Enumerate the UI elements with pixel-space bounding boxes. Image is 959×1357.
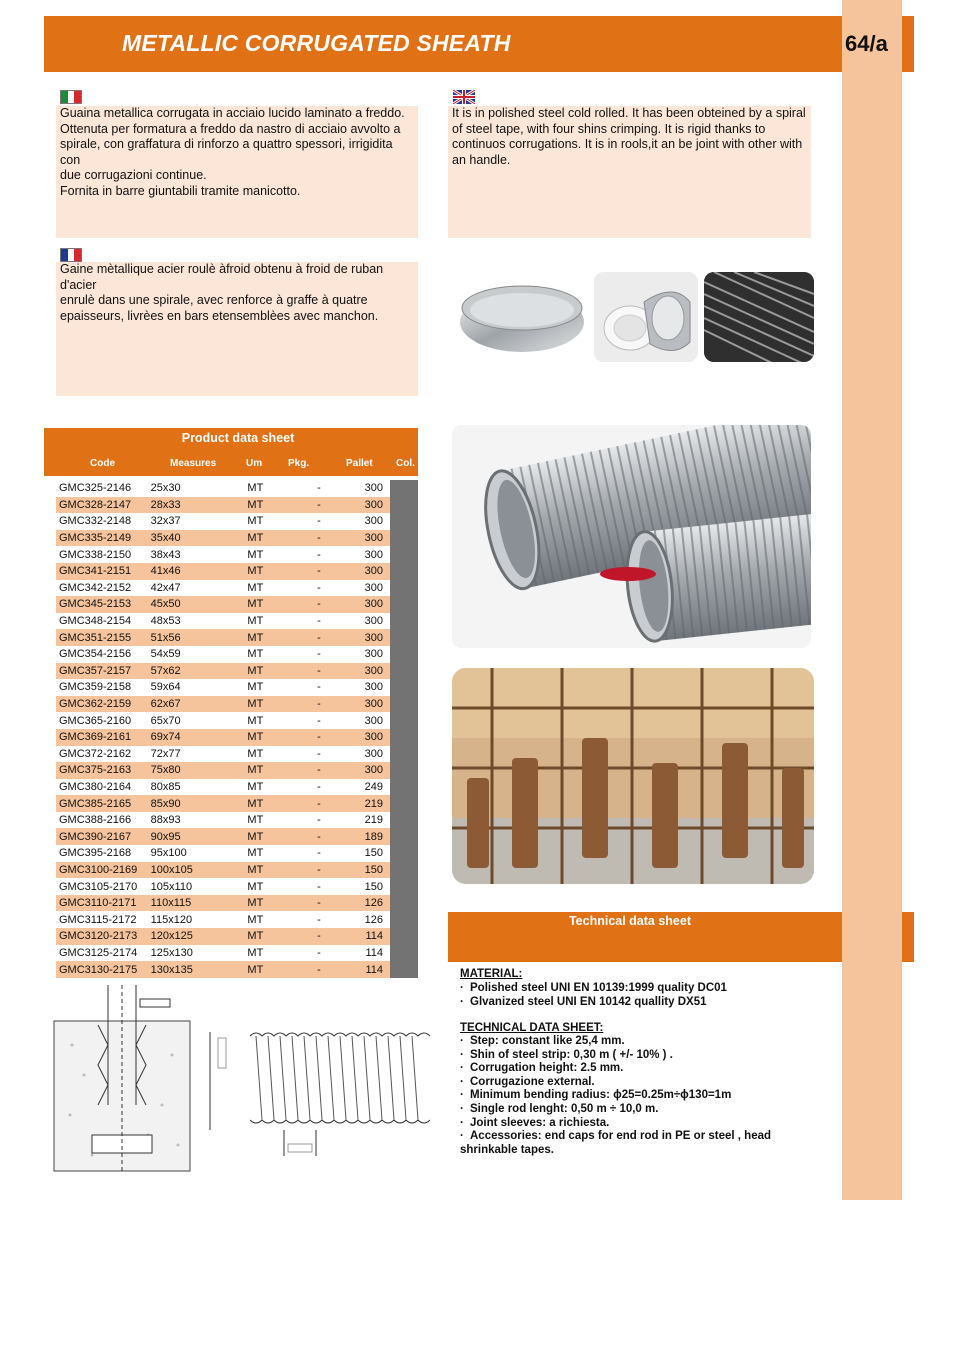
product-pallet: 249 (364, 780, 383, 793)
product-um: MT (247, 515, 264, 528)
product-um: MT (247, 928, 300, 945)
product-code: GMC3105-2170 (59, 880, 138, 893)
english-description-box (448, 106, 811, 238)
product-code: GMC3130-2175 (56, 961, 150, 978)
table-row (56, 911, 390, 928)
product-measures: 32x37 (150, 515, 181, 528)
product-measures: 48x53 (150, 615, 181, 628)
product-measures: 125x130 (150, 946, 193, 959)
table-row (56, 497, 390, 514)
product-code: GMC335-2149 (56, 530, 150, 547)
product-pkg: - (317, 913, 321, 926)
product-measures: 25x30 (150, 482, 181, 495)
product-measures: 85x90 (150, 795, 248, 812)
table-row (56, 928, 390, 945)
product-code: GMC338-2150 (59, 548, 132, 561)
product-pkg: - (317, 581, 321, 594)
product-measures: 28x33 (150, 497, 248, 514)
product-pkg: - (317, 946, 321, 959)
product-um: MT (247, 780, 264, 793)
table-row (56, 795, 390, 812)
product-pallet: 300 (364, 648, 383, 661)
product-pkg: - (300, 928, 324, 945)
product-code: GMC3100-2169 (56, 862, 150, 879)
product-pallet: 300 (325, 530, 390, 547)
french-description-box (56, 262, 418, 396)
spec-item: · Corrugation height: 2.5 mm. (460, 1062, 820, 1076)
product-code: GMC359-2158 (59, 681, 132, 694)
product-um: MT (247, 828, 300, 845)
product-um: MT (247, 847, 264, 860)
page-number: 64/a (845, 31, 888, 56)
product-pallet: 300 (364, 615, 383, 628)
table-row (56, 862, 390, 879)
table-row (56, 895, 390, 912)
product-um: MT (247, 596, 300, 613)
construction-site-photo (452, 668, 814, 884)
product-code: GMC380-2164 (59, 780, 132, 793)
product-code: GMC362-2159 (56, 696, 150, 713)
product-pkg: - (300, 762, 324, 779)
italy-flag-icon (60, 90, 82, 104)
table-row (56, 746, 390, 763)
product-code: GMC341-2151 (56, 563, 150, 580)
column-header-measures: Measures (170, 458, 217, 469)
spec-item: · Single rod lenght: 0,50 m ÷ 10,0 m. (460, 1103, 820, 1117)
product-code: GMC3110-2171 (56, 895, 150, 912)
product-pallet: 114 (325, 928, 390, 945)
product-um: MT (247, 862, 300, 879)
product-pallet: 126 (325, 895, 390, 912)
product-code: GMC348-2154 (59, 615, 132, 628)
product-measures: 38x43 (150, 548, 181, 561)
product-measures: 62x67 (150, 696, 248, 713)
product-um: MT (247, 795, 300, 812)
product-um: MT (247, 714, 264, 727)
product-measures: 65x70 (150, 714, 181, 727)
table-row (56, 945, 390, 962)
product-code: GMC325-2146 (59, 482, 132, 495)
product-pkg: - (300, 596, 324, 613)
product-pallet: 300 (325, 762, 390, 779)
spec-item-continued: shrinkable tapes. (460, 1143, 554, 1156)
product-measures: 100x105 (150, 862, 248, 879)
product-pkg: - (317, 747, 321, 760)
product-pkg: - (300, 563, 324, 580)
product-pallet: 150 (325, 862, 390, 879)
product-um: MT (247, 946, 264, 959)
product-pkg: - (300, 729, 324, 746)
product-pallet: 114 (325, 961, 390, 978)
product-pallet: 150 (364, 880, 383, 893)
product-pallet: 300 (325, 663, 390, 680)
product-pallet: 300 (325, 497, 390, 514)
product-table-title: Product data sheet (181, 431, 295, 445)
spec-item: · Shin of steel strip: 0,30 m ( +/- 10% ) . (460, 1049, 820, 1063)
product-table (56, 480, 390, 978)
product-um: MT (247, 548, 264, 561)
product-um: MT (247, 961, 300, 978)
table-row (56, 961, 390, 978)
product-pkg: - (317, 780, 321, 793)
product-measures: 54x59 (150, 648, 181, 661)
product-code: GMC354-2156 (59, 648, 132, 661)
product-measures: 57x62 (150, 663, 248, 680)
product-pkg: - (300, 862, 324, 879)
spec-item: · Joint sleeves: a richiesta. (460, 1117, 820, 1131)
product-pallet: 219 (364, 814, 383, 827)
product-code: GMC3120-2173 (56, 928, 150, 945)
product-pallet: 126 (364, 913, 383, 926)
product-code: GMC395-2168 (59, 847, 132, 860)
product-pallet: 300 (364, 482, 383, 495)
table-row (56, 530, 390, 547)
product-um: MT (247, 880, 264, 893)
product-code: GMC342-2152 (59, 581, 132, 594)
table-row (56, 546, 390, 563)
product-um: MT (247, 729, 300, 746)
product-pallet: 189 (325, 828, 390, 845)
product-um: MT (247, 482, 264, 495)
right-color-strip (842, 0, 902, 1200)
product-pkg: - (300, 795, 324, 812)
end-cap-photo (452, 270, 590, 362)
spec-item: · Corrugazione external. (460, 1076, 820, 1090)
french-description: Gaine mètallique acier roulè àfroid obtenu à froid de ruban d'acier enrulè dans une spirale, avec renforce à graffe à quatre epaisseurs, livrèes en bars etensemblèes avec manchon. (60, 262, 384, 323)
table-row (56, 480, 390, 497)
product-pkg: - (317, 681, 321, 694)
table-row (56, 679, 390, 696)
product-pallet: 300 (325, 563, 390, 580)
product-um: MT (247, 615, 264, 628)
product-code: GMC388-2166 (59, 814, 132, 827)
table-row (56, 712, 390, 729)
column-header-col: Col. (396, 458, 415, 469)
product-pkg: - (317, 548, 321, 561)
product-pallet: 300 (364, 714, 383, 727)
column-header-pallet: Pallet (346, 458, 373, 469)
product-code: GMC357-2157 (56, 663, 150, 680)
technical-title: Technical data sheet (568, 914, 692, 928)
product-measures: 35x40 (150, 530, 248, 547)
product-code: GMC3115-2172 (59, 913, 137, 926)
product-um: MT (247, 663, 300, 680)
product-measures: 59x64 (150, 681, 181, 694)
product-pkg: - (317, 615, 321, 628)
spec-item: · Minimum bending radius: ϕ25=0.25m÷ϕ130=1m (460, 1089, 820, 1103)
product-code: GMC351-2155 (56, 629, 150, 646)
product-um: MT (247, 747, 264, 760)
technical-spec-list (460, 1035, 820, 1157)
product-measures: 45x50 (150, 596, 248, 613)
table-row (56, 513, 390, 530)
product-um: MT (247, 814, 264, 827)
product-measures: 88x93 (150, 814, 181, 827)
product-measures: 72x77 (150, 747, 181, 760)
technical-header-edge (902, 912, 914, 962)
product-pallet: 300 (325, 729, 390, 746)
english-description: It is in polished steel cold rolled. It has been obteined by a spiral of steel tape, with four shins crimping. It is rigid thanks to continuos corrugations. It is in rools,it an be joint with other with an handle. (452, 106, 806, 167)
product-measures: 90x95 (150, 828, 248, 845)
column-header-code: Code (90, 458, 115, 469)
italian-description: Guaina metallica corrugata in acciaio lucido laminato a freddo. Ottenuta per formatura a freddo da nastro di acciaio avvolto a spirale, con graffatura di rinforzo a quattro spessori, irrigidita con due corrugazioni continue. Fornita in barre giuntabili tramite manicotto. (60, 106, 405, 198)
product-pkg: - (300, 696, 324, 713)
product-pallet: 300 (364, 681, 383, 694)
product-um: MT (247, 696, 300, 713)
product-code: GMC372-2162 (59, 747, 132, 760)
spec-item: · Step: constant like 25,4 mm. (460, 1035, 820, 1049)
table-row (56, 563, 390, 580)
spec-item: · Accessories: end caps for end rod in PE or steel , head (460, 1130, 820, 1144)
table-row (56, 663, 390, 680)
uk-flag-icon (453, 90, 475, 104)
table-row (56, 828, 390, 845)
product-measures: 80x85 (150, 780, 181, 793)
product-measures: 75x80 (150, 762, 248, 779)
product-pallet: 300 (364, 548, 383, 561)
table-row (56, 580, 390, 597)
table-row (56, 646, 390, 663)
product-pkg: - (300, 961, 324, 978)
product-pkg: - (300, 663, 324, 680)
column-header-pkg: Pkg. (288, 458, 310, 469)
table-row (56, 729, 390, 746)
product-pkg: - (317, 714, 321, 727)
product-pkg: - (300, 828, 324, 845)
product-code: GMC390-2167 (56, 828, 150, 845)
product-code: GMC345-2153 (56, 596, 150, 613)
material-list (460, 982, 820, 1009)
product-um: MT (247, 563, 300, 580)
sheath-profile-drawing (204, 1022, 432, 1160)
material-heading: MATERIAL: (460, 968, 523, 980)
product-pallet: 114 (365, 946, 383, 959)
material-item: · Polished steel UNI EN 10139:1999 quality DC01 (460, 982, 820, 996)
product-um: MT (247, 648, 264, 661)
product-um: MT (247, 681, 264, 694)
product-code: GMC328-2147 (56, 497, 150, 514)
product-measures: 115x120 (150, 913, 193, 926)
product-code: GMC369-2161 (56, 729, 150, 746)
product-pkg: - (317, 648, 321, 661)
table-row (56, 878, 390, 895)
product-um: MT (247, 581, 264, 594)
product-measures: 51x56 (150, 629, 248, 646)
table-row (56, 779, 390, 796)
product-pallet: 300 (325, 629, 390, 646)
product-um: MT (247, 762, 300, 779)
product-measures: 105x110 (150, 880, 193, 893)
product-pallet: 300 (364, 581, 383, 594)
product-pallet: 300 (364, 747, 383, 760)
table-row (56, 845, 390, 862)
product-um: MT (247, 629, 300, 646)
product-measures: 41x46 (150, 563, 248, 580)
product-measures: 110x115 (150, 895, 248, 912)
table-row (56, 613, 390, 630)
product-pkg: - (300, 895, 324, 912)
product-pallet: 300 (325, 596, 390, 613)
product-um: MT (247, 895, 300, 912)
product-um: MT (247, 497, 300, 514)
france-flag-icon (60, 248, 82, 262)
product-code: GMC332-2148 (59, 515, 132, 528)
page-title: METALLIC CORRUGATED SHEATH (122, 30, 511, 56)
product-um: MT (247, 913, 264, 926)
product-pkg: - (317, 515, 321, 528)
table-row (56, 596, 390, 613)
product-pkg: - (300, 629, 324, 646)
product-um: MT (247, 530, 300, 547)
table-row (56, 762, 390, 779)
table-row (56, 812, 390, 829)
product-pkg: - (300, 497, 324, 514)
corrugated-sheath-photo (452, 425, 811, 648)
product-measures: 42x47 (150, 581, 181, 594)
product-pkg: - (317, 482, 321, 495)
color-column (390, 480, 418, 978)
product-code: GMC385-2165 (56, 795, 150, 812)
technical-header-notch (842, 912, 902, 962)
product-pallet: 219 (325, 795, 390, 812)
table-row (56, 629, 390, 646)
product-pallet: 300 (325, 696, 390, 713)
product-measures: 120x125 (150, 928, 248, 945)
product-pallet: 300 (364, 515, 383, 528)
table-row (56, 696, 390, 713)
product-pkg: - (317, 880, 321, 893)
product-code: GMC365-2160 (59, 714, 132, 727)
product-code: GMC375-2163 (56, 762, 150, 779)
material-item: · Glvanized steel UNI EN 10142 quallity DX51 (460, 996, 820, 1010)
column-header-um: Um (246, 458, 263, 469)
italian-description-box (56, 106, 418, 238)
product-pkg: - (317, 814, 321, 827)
sheath-bundle-photo (704, 272, 814, 362)
product-pkg: - (317, 847, 321, 860)
product-measures: 130x135 (150, 961, 248, 978)
product-measures: 95x100 (150, 847, 187, 860)
technical-data-heading: TECHNICAL DATA SHEET: (460, 1022, 604, 1034)
section-drawing (52, 985, 194, 1173)
product-pkg: - (300, 530, 324, 547)
product-code: GMC3125-2174 (59, 946, 138, 959)
plastic-cap-photo (594, 272, 698, 362)
product-measures: 69x74 (150, 729, 248, 746)
product-pallet: 150 (364, 847, 383, 860)
